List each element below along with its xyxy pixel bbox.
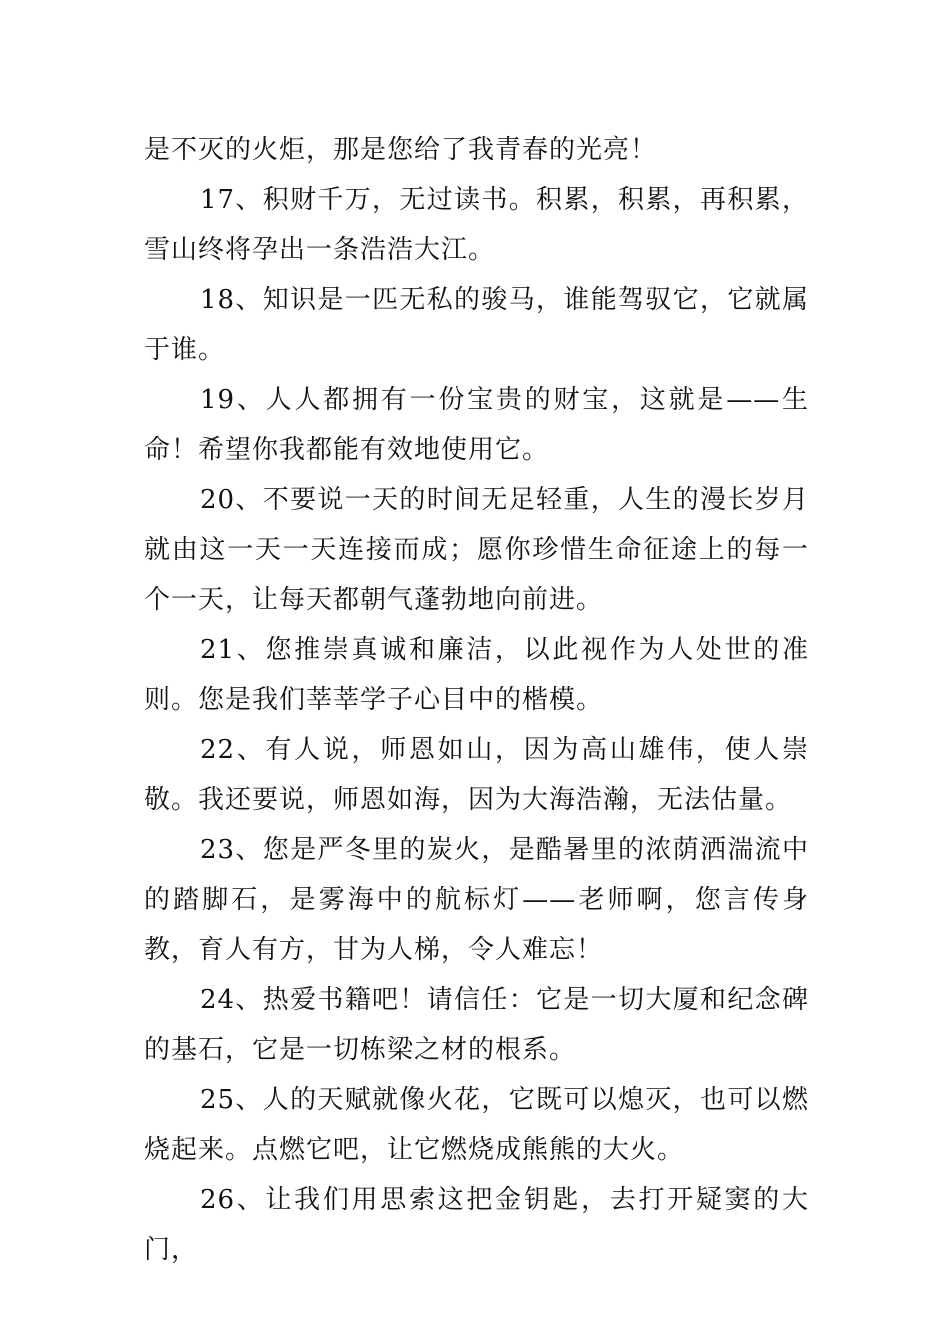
paragraph-23: 23、您是严冬里的炭火，是酷暑里的浓荫洒湍流中的踏脚石，是雾海中的航标灯——老师啊，您言传身教，育人有方，甘为人梯，令人难忘！ <box>144 835 809 965</box>
paragraph-25: 25、人的天赋就像火花，它既可以熄灭，也可以燃烧起来。点燃它吧，让它燃烧成熊熊的大火。 <box>144 1085 809 1165</box>
paragraph-18: 18、知识是一匹无私的骏马，谁能驾驭它，它就属于谁。 <box>144 285 809 365</box>
paragraph-22: 22、有人说，师恩如山，因为高山雄伟，使人崇敬。我还要说，师恩如海，因为大海浩瀚，无法估量。 <box>144 735 809 815</box>
document-body <box>144 125 809 1275</box>
paragraph-17: 17、积财千万，无过读书。积累，积累，再积累，雪山终将孕出一条浩浩大江。 <box>144 185 809 265</box>
paragraph-21: 21、您推崇真诚和廉洁，以此视作为人处世的准则。您是我们莘莘学子心目中的楷模。 <box>144 635 809 715</box>
paragraph-20: 20、不要说一天的时间无足轻重，人生的漫长岁月就由这一天一天连接而成；愿你珍惜生命征途上的每一个一天，让每天都朝气蓬勃地向前进。 <box>144 485 809 615</box>
paragraph-24: 24、热爱书籍吧！请信任：它是一切大厦和纪念碑的基石，它是一切栋梁之材的根系。 <box>144 985 809 1065</box>
paragraph-26: 26、让我们用思索这把金钥匙，去打开疑窦的大门， <box>144 1185 809 1265</box>
paragraph-continuation: 是不灭的火炬，那是您给了我青春的光亮！ <box>144 135 658 165</box>
paragraph-19: 19、人人都拥有一份宝贵的财宝，这就是——生命！希望你我都能有效地使用它。 <box>144 385 809 465</box>
